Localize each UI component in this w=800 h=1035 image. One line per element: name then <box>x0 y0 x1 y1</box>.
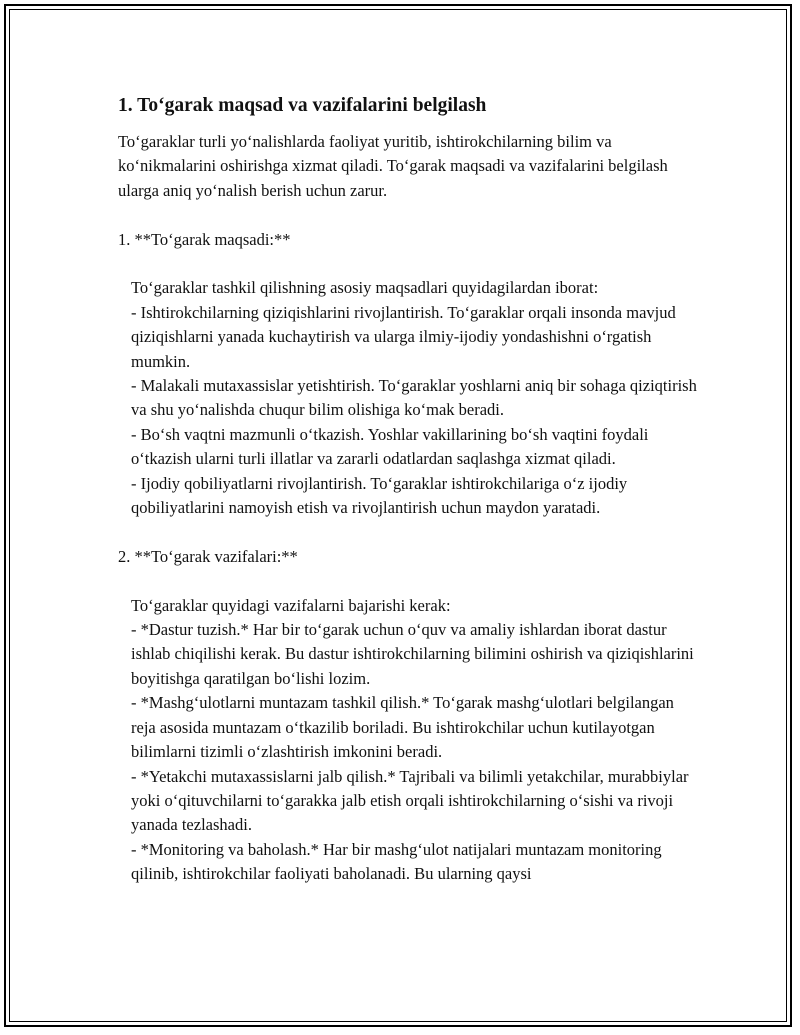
list-item: - Malakali mutaxassislar yetishtirish. To‘garaklar yoshlarni aniq bir sohaga qiziqtirish va shu yo‘nalishda chuqur bilim olishiga ko‘mak beradi. <box>131 376 697 420</box>
list-item: - *Monitoring va baholash.* Har bir mashg‘ulot natijalari muntazam monitoring qilinib, ishtirokchilar faoliyati baholanadi. Bu ularning qaysi <box>131 839 662 884</box>
blank-line <box>118 252 698 276</box>
section-2-lead: To‘garaklar quyidagi vazifalarni bajarishi kerak: <box>131 595 451 615</box>
section-1-title: 1. **To‘garak maqsadi:** <box>118 229 291 249</box>
section-1-lead: To‘garaklar tashkil qilishning asosiy maqsadlari quyidagilardan iborat: <box>131 278 599 298</box>
list-item: - *Mashg‘ulotlarni muntazam tashkil qilish.* To‘garak mashg‘ulotlari belgilangan reja asosida muntazam o‘tkazilib boriladi. Bu ishtirokchilar uchun kutilayotgan bilimlarni tizimli o‘zlashtirish imkonini beradi. <box>131 693 674 762</box>
section-2-title: 2. **To‘garak vazifalari:** <box>118 546 298 566</box>
section-heading: 1. To‘garak maqsad va vazifalarini belgilash <box>118 95 487 116</box>
list-item: - Bo‘sh vaqtni mazmunli o‘tkazish. Yoshlar vakillarining bo‘sh vaqtini foydali o‘tkazish ularni turli illatlar va zararli odatlardan saqlashga xizmat qiladi. <box>131 424 649 469</box>
list-item: - Ishtirokchilarning qiziqishlarini rivojlantirish. To‘garaklar orqali insonda mavjud qiziqishlarni yanada kuchaytirish va ularga ilmiy-ijodiy yondashishni o‘rgatish mumkin. <box>131 302 676 371</box>
document-body <box>118 92 698 887</box>
intro-paragraph: To‘garaklar turli yo‘nalishlarda faoliyat yuritib, ishtirokchilarning bilim va ko‘nikmalarini oshirishga xizmat qiladi. To‘garak maqsadi va vazifalarini belgilash ularga aniq yo‘nalish berish uchun zarur. <box>118 132 668 200</box>
list-item: - *Yetakchi mutaxassislarni jalb qilish.* Tajribali va bilimli yetakchilar, murabbiylar yoki o‘qituvchilarni to‘garakka jalb etish orqali ishtirokchilarning o‘sishi va rivoji yanada tezlashadi. <box>131 766 689 835</box>
list-item: - Ijodiy qobiliyatlarni rivojlantirish. To‘garaklar ishtirokchilariga o‘z ijodiy qobiliyatlarini namoyish etish va rivojlantirish uchun maydon yaratadi. <box>131 473 628 518</box>
blank-line <box>118 203 698 227</box>
list-item: - *Dastur tuzish.* Har bir to‘garak uchun o‘quv va amaliy ishlardan iborat dastur ishlab chiqilishi kerak. Bu dastur ishtirokchilarning bilimini oshirish va qiziqishlarini boyitishga qaratilgan bo‘lishi lozim. <box>131 620 694 688</box>
blank-line <box>118 520 698 544</box>
blank-line <box>118 569 698 593</box>
